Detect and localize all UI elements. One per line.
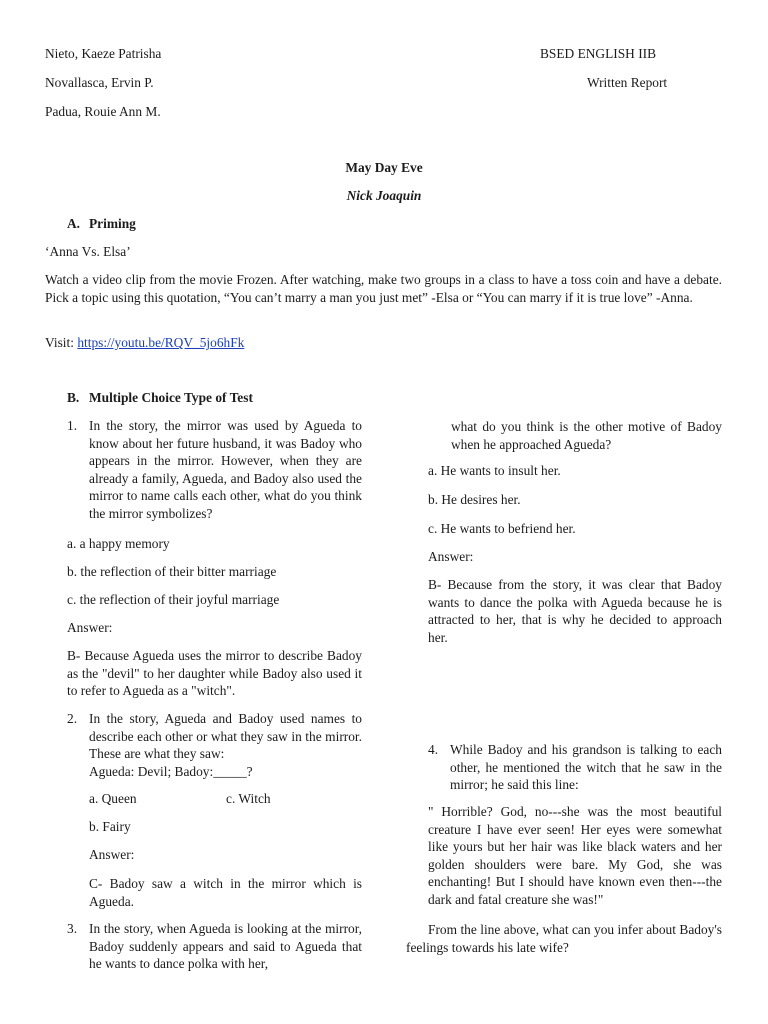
author-name-1: Nieto, Kaeze Patrisha — [45, 46, 162, 61]
question-4-quote: " Horrible? God, no---she was the most beautiful creature I have ever seen! Her eyes were somewhat like yours but her hair was like black waters and her golden shoulders were bare. My God, she was enchanting! But I should have known even then---the dark and fatal creature she was!" — [428, 804, 722, 907]
section-b-letter: B. — [67, 390, 80, 405]
document-title: May Day Eve — [345, 160, 423, 175]
question-2-answer-label: Answer: — [89, 847, 135, 862]
question-4-number: 4. — [428, 742, 439, 757]
question-1-answer-label: Answer: — [67, 620, 113, 635]
question-3-text: In the story, when Agueda is looking at the mirror, Badoy suddenly appears and said to Agueda that he wants to dance polka with her, — [89, 921, 362, 972]
question-1-number: 1. — [67, 418, 78, 433]
question-3 — [67, 920, 362, 973]
question-3-number: 3. — [67, 921, 78, 936]
question-1 — [67, 417, 362, 523]
question-1-text: In the story, the mirror was used by Agueda to know about her future husband, it was Badoy who appears in the mirror. However, when they are already a family, Agueda, and Badoy also used the mirror to name calls each other, what do you think the mirror symbolizes? — [89, 418, 362, 521]
question-3-option-c: c. He wants to befriend her. — [428, 521, 576, 536]
question-1-answer: B- Because Agueda uses the mirror to describe Badoy as the "devil" to her daughter while Badoy also used it to refer to Agueda as a "witch". — [67, 648, 362, 699]
section-a-paragraph: Watch a video clip from the movie Frozen. After watching, make two groups in a class to have a toss coin and have a debate. Pick a topic using this quotation, “You can’t marry a man you just met” -Elsa or “You can marry if it is true love” -Anna. — [45, 272, 722, 305]
question-4 — [428, 741, 722, 794]
question-2-option-c: c. Witch — [226, 791, 271, 806]
question-4-prompt: From the line above, what can you infer about Badoy's feelings towards his late wife? — [406, 922, 722, 955]
question-4-text: While Badoy and his grandson is talking to each other, he mentioned the witch that he saw in the mirror; he said this line: — [450, 742, 722, 793]
course-label: BSED ENGLISH IIB — [540, 46, 657, 61]
question-2 — [67, 710, 362, 780]
story-author: Nick Joaquin — [346, 188, 422, 203]
question-1-option-a: a. a happy memory — [67, 536, 170, 551]
visit-label: Visit: — [45, 335, 74, 350]
author-name-3: Padua, Rouie Ann M. — [45, 104, 161, 119]
section-a-heading: Priming — [89, 216, 136, 231]
question-2-blank-line: Agueda: Devil; Badoy:_____? — [89, 763, 253, 779]
section-a-subtitle: ‘Anna Vs. Elsa’ — [45, 244, 131, 259]
question-2-option-a: a. Queen — [89, 791, 137, 806]
video-link[interactable]: https://youtu.be/RQV_5jo6hFk — [77, 335, 245, 350]
question-2-number: 2. — [67, 711, 78, 726]
question-1-option-b: b. the reflection of their bitter marriage — [67, 564, 277, 579]
question-3-answer: B- Because from the story, it was clear that Badoy wants to dance the polka with Agueda because he is attracted to her, that is why he decided to approach her. — [428, 577, 722, 645]
section-a-letter: A. — [67, 216, 81, 231]
question-1-option-c: c. the reflection of their joyful marriage — [67, 592, 280, 607]
author-name-2: Novallasca, Ervin P. — [45, 75, 154, 90]
question-3-option-b: b. He desires her. — [428, 492, 521, 507]
question-3-continued: what do you think is the other motive of Badoy when he approached Agueda? — [451, 419, 722, 452]
question-2-option-b: b. Fairy — [89, 819, 131, 834]
visit-line — [45, 334, 244, 352]
question-2-text: In the story, Agueda and Badoy used names to describe each other or what they saw in the mirror. These are what they saw: — [89, 711, 362, 762]
question-3-answer-label: Answer: — [428, 549, 474, 564]
question-2-answer: C- Badoy saw a witch in the mirror which is Agueda. — [89, 876, 362, 909]
document-type-label: Written Report — [587, 75, 668, 90]
section-b-heading: Multiple Choice Type of Test — [89, 390, 253, 405]
question-3-option-a: a. He wants to insult her. — [428, 463, 561, 478]
